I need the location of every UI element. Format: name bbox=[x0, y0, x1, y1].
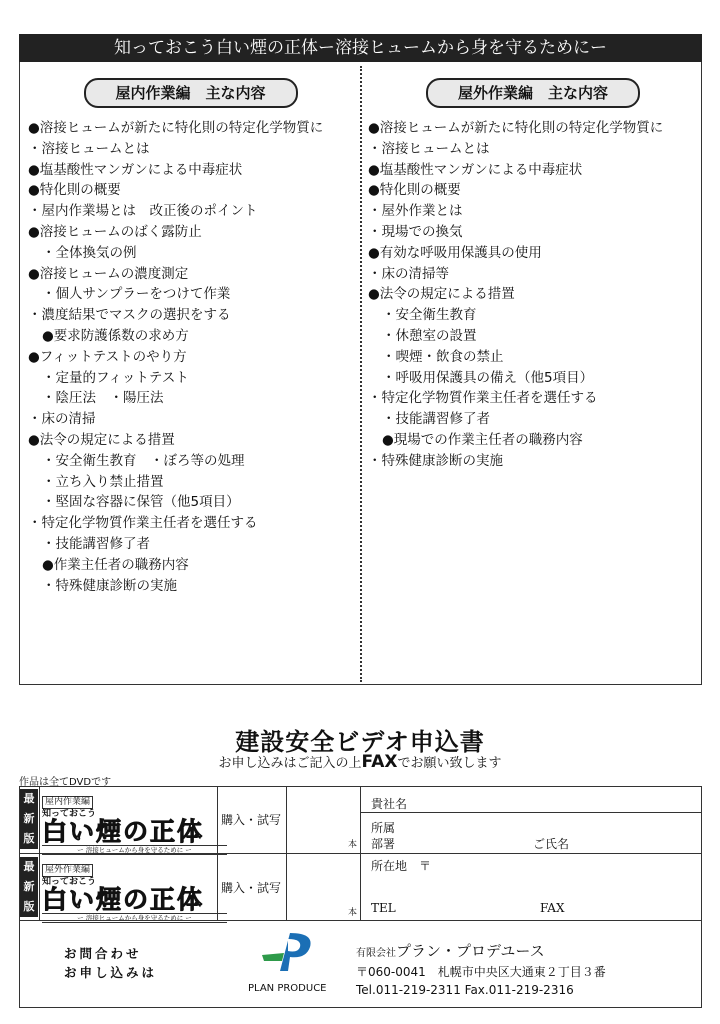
contents-list-item: ・個人サンプラーをつけて作業 bbox=[42, 286, 231, 303]
product-caption: ー 溶接ヒュームから身を守るために ー bbox=[42, 913, 227, 923]
product-caption: ー 溶接ヒュームから身を守るために ー bbox=[42, 845, 227, 855]
contents-list-item: ・立ち入り禁止措置 bbox=[42, 473, 164, 490]
contents-list-item: ・安全衛生教育 bbox=[382, 307, 477, 324]
product-tag: 屋外作業編 bbox=[42, 864, 93, 877]
contents-list-item: ・技能講習修了者 bbox=[42, 535, 150, 552]
grid-line bbox=[20, 853, 701, 854]
contents-list-item: ・休憩室の設置 bbox=[382, 327, 477, 344]
contents-list-item: ●フィットテストのやり方 bbox=[28, 348, 187, 365]
column-divider bbox=[360, 66, 362, 682]
contents-list-item: ●塩基酸性マンガンによる中毒症状 bbox=[368, 161, 583, 178]
contents-list-item: ●作業主任者の職務内容 bbox=[42, 556, 189, 573]
indoor-contents-column bbox=[28, 78, 353, 596]
plan-produce-logo-icon bbox=[258, 929, 318, 975]
contents-list-item: ●法令の規定による措置 bbox=[368, 286, 515, 303]
contents-list-item: ・濃度結果でマスクの選択をする bbox=[28, 307, 231, 324]
product-subtitle: 知っておこう bbox=[42, 877, 97, 887]
product-title: 白い煙の正体 bbox=[42, 885, 205, 914]
contents-list-item: ・全体換気の例 bbox=[42, 244, 137, 261]
indoor-section-title: 屋内作業編 主な内容 bbox=[84, 78, 298, 108]
order-form-subtitle: お申し込みはご記入の上FAXでお願い致します bbox=[218, 752, 502, 772]
tel-label: TEL bbox=[371, 901, 396, 915]
contents-list-item: ・堅固な容器に保管（他5項目） bbox=[42, 494, 240, 511]
outdoor-section-title: 屋外作業編 主な内容 bbox=[426, 78, 640, 108]
product-thumb-outdoor bbox=[42, 857, 238, 923]
contents-list-item: ・特定化学物質作業主任者を選任する bbox=[368, 390, 598, 407]
contents-list-item: ・安全衛生教育 ・ぼろ等の処理 bbox=[42, 452, 245, 469]
product-tag: 屋内作業編 bbox=[42, 796, 93, 809]
product-thumb-indoor bbox=[42, 789, 238, 855]
unit-label: 本 bbox=[348, 908, 358, 918]
grid-line bbox=[360, 812, 701, 813]
purchase-option-label: 購入・試写 bbox=[221, 813, 282, 827]
company-info: 有限会社プラン・プロデユース 〒060-0041 札幌市中央区大通東２丁目３番 Tel.011-219-2311 Fax.011-219-2316 bbox=[356, 942, 606, 997]
header-banner: 知っておこう白い煙の正体ー溶接ヒュームから身を守るためにー bbox=[19, 34, 702, 62]
outdoor-contents-list bbox=[368, 118, 698, 472]
contents-list-item: ・床の清掃 bbox=[28, 411, 96, 428]
contents-list-item: ●法令の規定による措置 bbox=[28, 431, 175, 448]
contents-list-item: ・溶接ヒュームとは bbox=[28, 140, 150, 157]
grid-line bbox=[20, 920, 701, 921]
contents-list-item: ・喫煙・飲食の禁止 bbox=[382, 348, 504, 365]
dvd-note: 作品は全てDVDです bbox=[19, 777, 112, 788]
product-title: 白い煙の正体 bbox=[42, 817, 205, 846]
contents-list-item: ・陰圧法 ・陽圧法 bbox=[42, 390, 164, 407]
contents-list-item: ●溶接ヒュームの濃度測定 bbox=[28, 265, 189, 282]
person-name-label: ご氏名 bbox=[533, 837, 570, 851]
contents-list-item: ●溶接ヒュームが新たに特化則の特定化学物質に bbox=[368, 120, 664, 136]
indoor-contents-list bbox=[28, 118, 353, 596]
order-form-title: 建設安全ビデオ申込書 bbox=[235, 728, 485, 756]
latest-badge: 最 新 版 bbox=[20, 789, 38, 849]
logo-text: PLAN PRODUCE bbox=[248, 983, 327, 994]
contents-list-item: ・特殊健康診断の実施 bbox=[368, 452, 503, 469]
address-label: 所在地 〒 bbox=[371, 859, 432, 873]
latest-badge: 最 新 版 bbox=[20, 857, 38, 917]
outdoor-contents-column bbox=[368, 78, 698, 472]
contents-list-item: ・呼吸用保護具の備え（他5項目） bbox=[382, 369, 594, 386]
unit-label: 本 bbox=[348, 840, 358, 850]
contents-list-item: ・屋内作業場とは 改正後のポイント bbox=[28, 203, 258, 220]
fax-label: FAX bbox=[540, 901, 565, 915]
contents-list-item: ・特定化学物質作業主任者を選任する bbox=[28, 515, 258, 532]
contents-list-item: ・特殊健康診断の実施 bbox=[42, 577, 177, 594]
contact-heading: お問合わせ お申し込みは bbox=[64, 946, 158, 980]
dept-label-2: 部署 bbox=[371, 837, 396, 851]
contents-list-item: ●塩基酸性マンガンによる中毒症状 bbox=[28, 161, 243, 178]
contents-list-item: ●溶接ヒュームのばく露防止 bbox=[28, 223, 202, 240]
purchase-option-label: 購入・試写 bbox=[221, 881, 282, 895]
contents-list-item: ・現場での換気 bbox=[368, 223, 463, 240]
contents-list-item: ・溶接ヒュームとは bbox=[368, 140, 490, 157]
order-form bbox=[19, 786, 702, 1008]
company-name-label: 貴社名 bbox=[371, 797, 408, 811]
contents-list-item: ・定量的フィットテスト bbox=[42, 369, 189, 386]
product-subtitle: 知っておこう bbox=[42, 809, 97, 819]
contents-list-item: ●溶接ヒュームが新たに特化則の特定化学物質に bbox=[28, 120, 324, 136]
contents-list-item: ●特化則の概要 bbox=[368, 182, 461, 199]
dept-label: 所属 bbox=[371, 821, 396, 835]
contents-list-item: ●特化則の概要 bbox=[28, 182, 121, 199]
contents-list-item: ●現場での作業主任者の職務内容 bbox=[382, 431, 583, 448]
contents-list-item: ・技能講習修了者 bbox=[382, 411, 490, 428]
contents-list-item: ・床の清掃等 bbox=[368, 265, 449, 282]
contents-list-item: ・屋外作業とは bbox=[368, 203, 463, 220]
contents-list-item: ●有効な呼吸用保護具の使用 bbox=[368, 244, 542, 261]
contents-list-item: ●要求防護係数の求め方 bbox=[42, 327, 189, 344]
